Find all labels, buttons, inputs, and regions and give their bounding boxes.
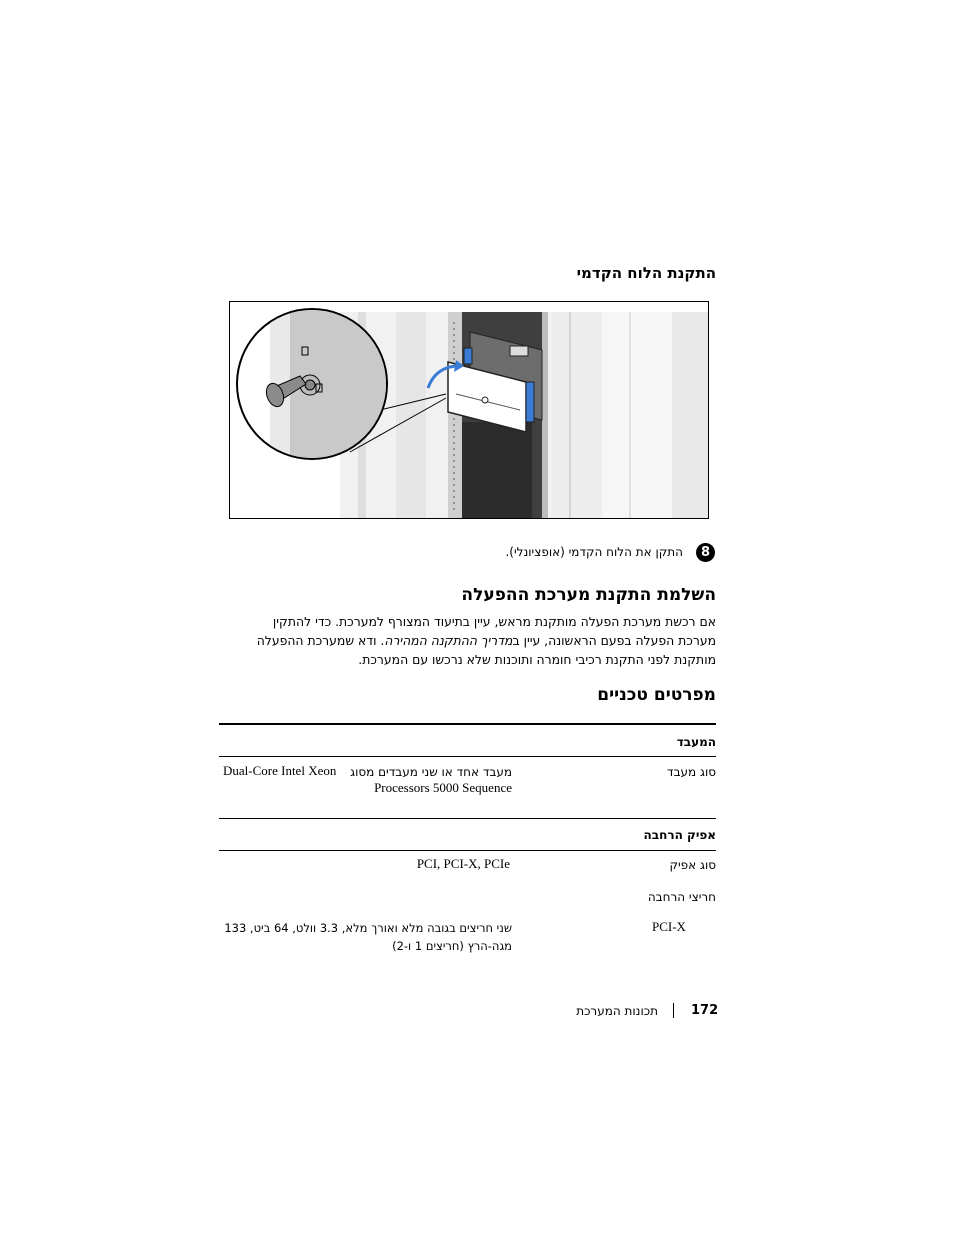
bus-header: אפיק הרחבה (643, 828, 716, 842)
bezel-install-illustration (229, 301, 709, 519)
pcix-value-line-1: שני חריצים בגובה מלא ואורך מלא, 3.3 וולט, 64 ביט, 133 (224, 921, 512, 935)
setup-paragraph-text-2: . ודא שמערכת ההפעלה מותקנת לפני התקנת רכיבי חומרה ותוכנות שלא נרכשו עם המערכת. (256, 633, 716, 667)
step-number-badge: 8 (696, 543, 715, 562)
footer-chapter-title: תכונות המערכת (576, 1004, 658, 1018)
setup-paragraph (236, 612, 716, 669)
setup-guide-reference: מדריך ההתקנה המהירה (384, 633, 513, 648)
table-top-rule (219, 723, 716, 725)
figure-caption: התקן את הלוח הקדמי (אופציונלי). (505, 545, 683, 559)
pcix-label: PCI-X (652, 919, 686, 934)
bus-type-label: סוג אפיק (669, 858, 716, 872)
section-title-specs: מפרטים טכניים (597, 685, 716, 705)
setup-paragraph-text-1: אם רכשת מערכת הפעלה מותקנת מראש, עיין בתיעוד המצורף למערכת. כדי להתקין מערכת הפעלה בפעם הראשונה, עיין ב (272, 614, 716, 648)
expansion-slots-label: חריצי הרחבה (647, 890, 716, 904)
bus-header-rule (219, 850, 716, 851)
processor-type-label: סוג מעבד (667, 765, 716, 779)
bus-top-rule (219, 818, 716, 819)
processor-header-rule (219, 756, 716, 757)
bus-type-value: PCI, PCI-X, PCIe (416, 856, 510, 871)
page-number: 172 (691, 1003, 719, 1018)
processor-type-value-en-2: Processors 5000 Sequence (374, 780, 512, 795)
processor-header: המעבד (676, 735, 716, 749)
pcix-value-line-2: מגה-הרץ (חריצים 1 ו-2) (392, 939, 512, 953)
footer-separator (673, 1003, 674, 1018)
processor-type-value-en-1: Dual-Core Intel Xeon (223, 763, 337, 778)
processor-type-value-he: מעבד אחד או שני מעבדים מסוג (350, 765, 512, 779)
section-title-install-bezel: התקנת הלוח הקדמי (576, 264, 716, 282)
section-title-complete-setup: השלמת התקנת מערכת ההפעלה (461, 585, 716, 605)
